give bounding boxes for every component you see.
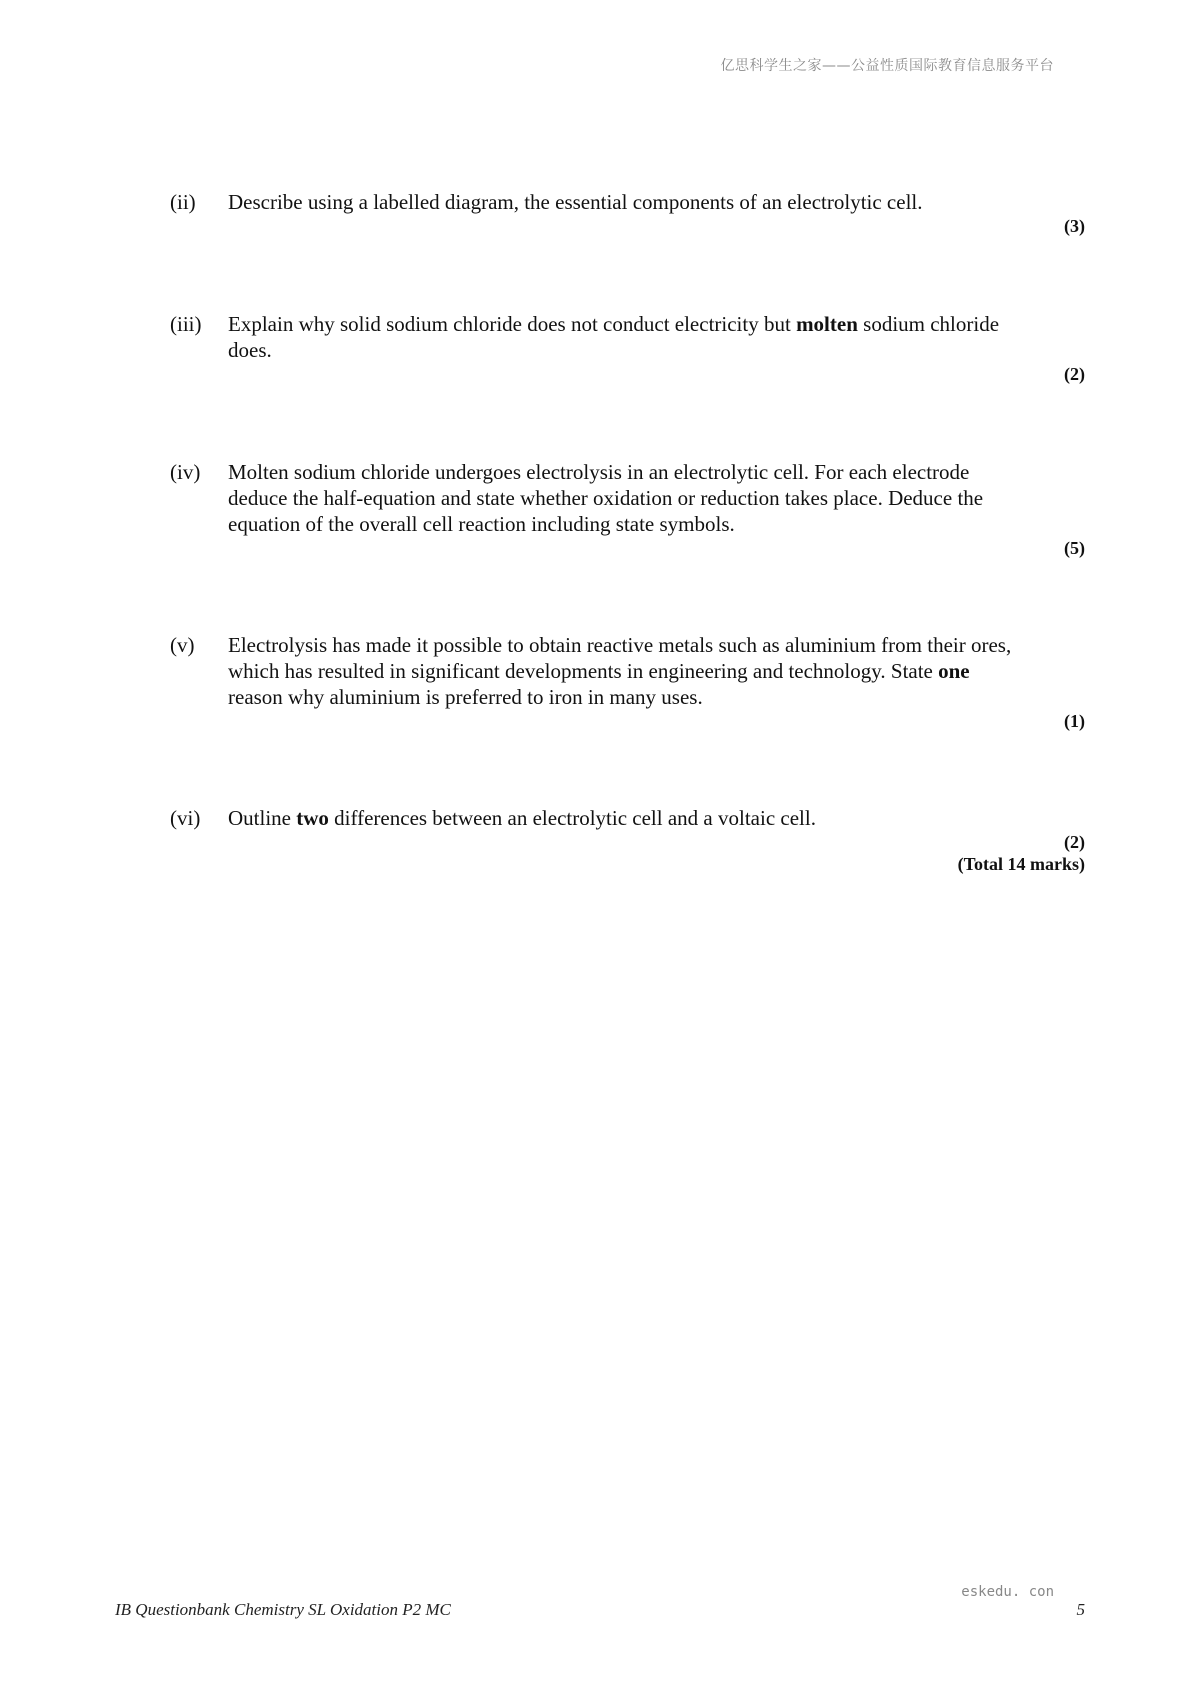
question-text-segment: sodium chloride does. [228, 312, 1000, 362]
question-text [228, 189, 1028, 215]
question-text [228, 632, 1028, 710]
page-number: 5 [1076, 1600, 1085, 1619]
marks-label: (3) [1064, 216, 1085, 236]
question-number: (iv) [170, 460, 201, 484]
question-text-emphasis: two [296, 806, 329, 830]
question-text [228, 805, 1028, 831]
question-number: (vi) [170, 806, 201, 830]
question-text-emphasis: one [938, 659, 970, 683]
marks-label: (2) [1064, 832, 1085, 852]
total-marks-label: (Total 14 marks) [957, 854, 1085, 874]
marks-label: (1) [1064, 711, 1085, 731]
marks-label: (5) [1064, 538, 1085, 558]
question-text-segment: differences between an electrolytic cell and a voltaic cell. [328, 806, 816, 830]
question-text-segment: reason why aluminium is preferred to iron in many uses. [228, 685, 703, 709]
question-text [228, 311, 1028, 363]
question-text-emphasis: molten [796, 312, 858, 336]
question-number: (v) [170, 633, 195, 657]
header-watermark: 亿思科学生之家——公益性质国际教育信息服务平台 [720, 58, 1054, 74]
question-number: (ii) [170, 190, 196, 214]
footer-site-watermark: eskedu. con [961, 1584, 1054, 1600]
question-text [228, 459, 1028, 537]
question-text-segment: Describe using a labelled diagram, the essential components of an electrolytic cell. [228, 190, 923, 214]
question-text-segment: Molten sodium chloride undergoes electrolysis in an electrolytic cell. For each electrode deduce the half-equation and state whether oxidation or reduction takes place. Deduce the equation of the overall cell reaction including state symbols. [228, 460, 984, 536]
question-text-segment: Electrolysis has made it possible to obtain reactive metals such as aluminium from their ores, which has resulted in significant developments in engineering and technology. State [228, 633, 1012, 683]
question-number: (iii) [170, 312, 202, 336]
question-text-segment: Outline [228, 806, 297, 830]
question-text-segment: Explain why solid sodium chloride does not conduct electricity but [228, 312, 797, 336]
footer-title: IB Questionbank Chemistry SL Oxidation P2 MC [115, 1600, 451, 1619]
marks-label: (2) [1064, 364, 1085, 384]
